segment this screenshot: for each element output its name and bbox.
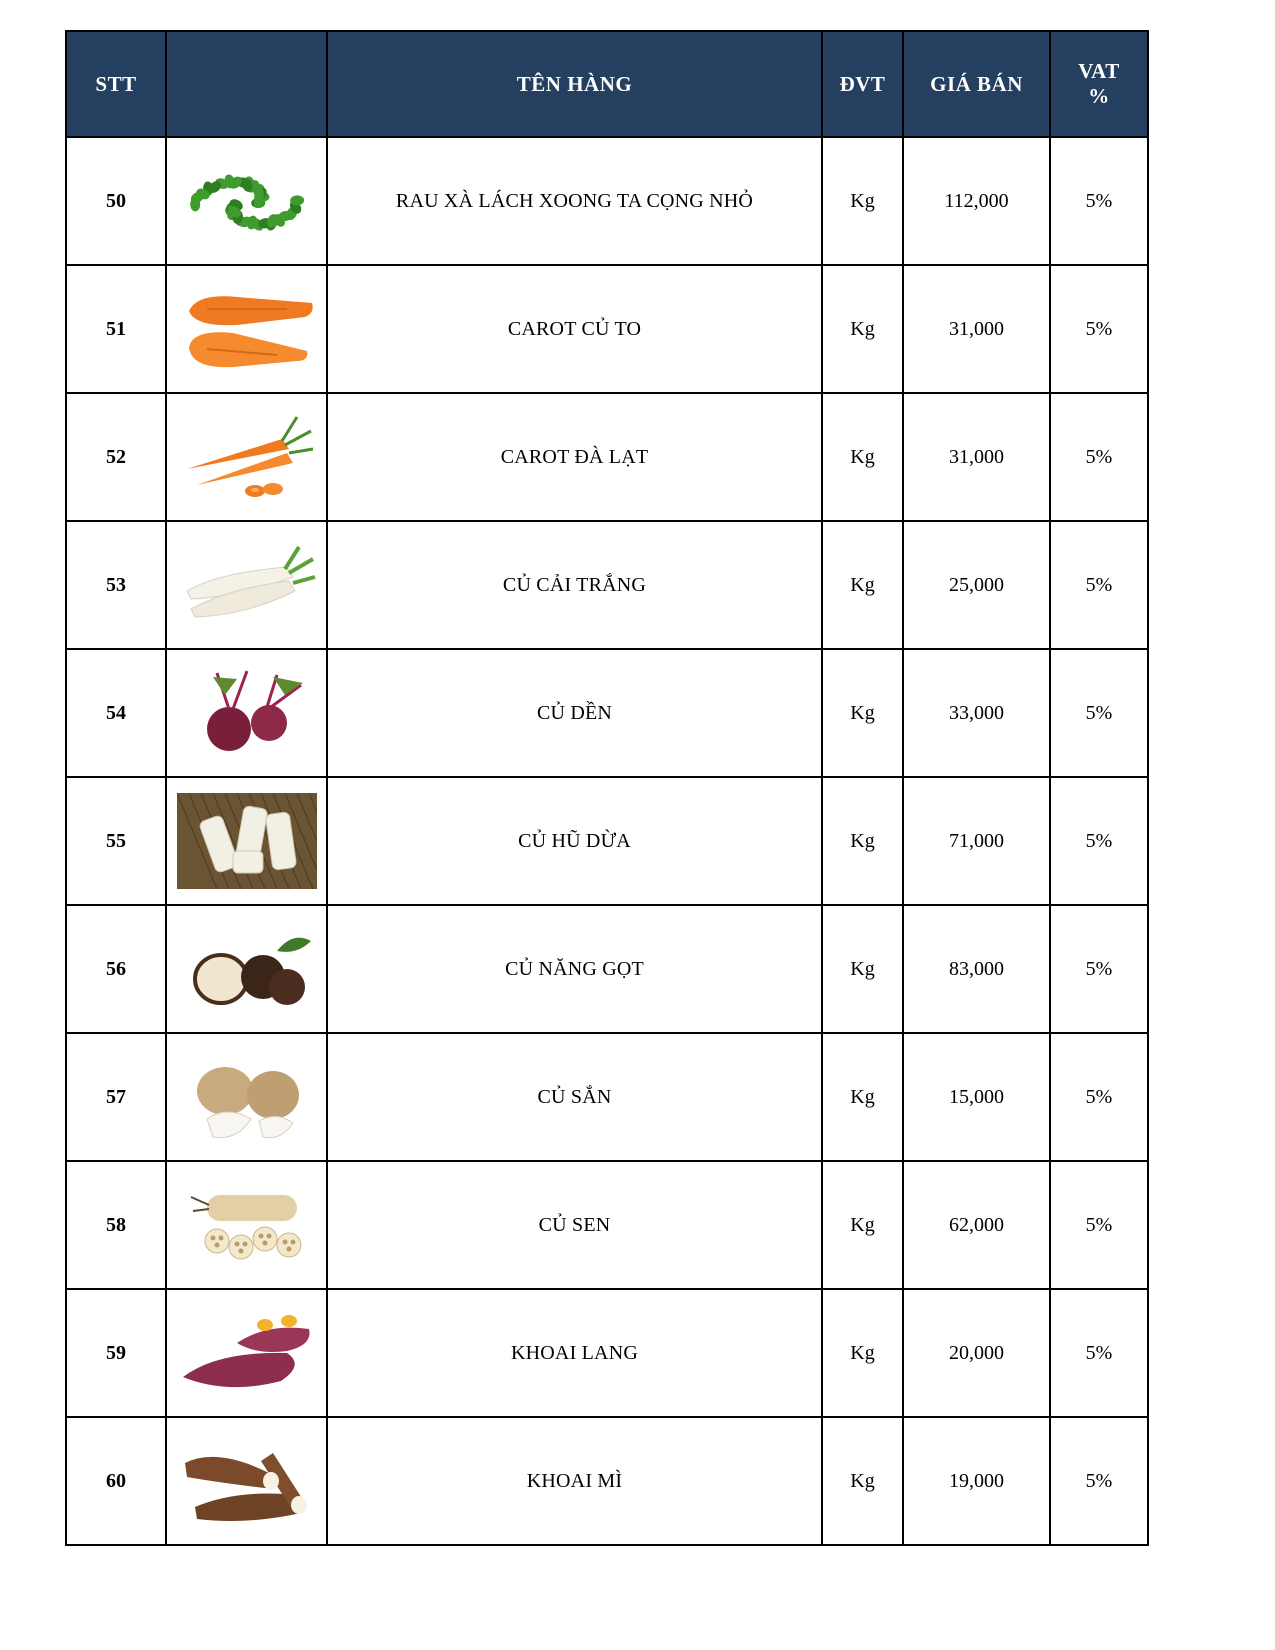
row-unit: Kg bbox=[822, 521, 903, 649]
row-image-cell bbox=[166, 1161, 327, 1289]
row-vat: 5% bbox=[1050, 1289, 1148, 1417]
header-name: TÊN HÀNG bbox=[327, 31, 822, 137]
row-image-cell bbox=[166, 1033, 327, 1161]
row-unit: Kg bbox=[822, 137, 903, 265]
header-vat bbox=[1050, 31, 1148, 137]
header-price: GIÁ BÁN bbox=[903, 31, 1050, 137]
header-image bbox=[166, 31, 327, 137]
palm-heart-image bbox=[167, 793, 326, 889]
row-vat: 5% bbox=[1050, 649, 1148, 777]
table-header-row bbox=[66, 31, 1148, 137]
table-row bbox=[66, 521, 1148, 649]
row-price: 25,000 bbox=[903, 521, 1050, 649]
table-row bbox=[66, 1033, 1148, 1161]
row-stt: 57 bbox=[66, 1033, 166, 1161]
row-name: KHOAI MÌ bbox=[327, 1417, 822, 1545]
price-table bbox=[65, 30, 1149, 1546]
row-image-cell bbox=[166, 393, 327, 521]
table-row bbox=[66, 777, 1148, 905]
row-name: CỦ SẮN bbox=[327, 1033, 822, 1161]
table-row bbox=[66, 393, 1148, 521]
header-stt: STT bbox=[66, 31, 166, 137]
row-stt: 51 bbox=[66, 265, 166, 393]
water-chestnut-image bbox=[167, 921, 326, 1017]
row-vat: 5% bbox=[1050, 905, 1148, 1033]
row-name: RAU XÀ LÁCH XOONG TA CỌNG NHỎ bbox=[327, 137, 822, 265]
row-vat: 5% bbox=[1050, 1417, 1148, 1545]
row-stt: 59 bbox=[66, 1289, 166, 1417]
row-name: KHOAI LANG bbox=[327, 1289, 822, 1417]
header-vat-line2: % bbox=[1088, 84, 1110, 108]
carrot-dalat-image bbox=[167, 409, 326, 505]
row-vat: 5% bbox=[1050, 1161, 1148, 1289]
row-price: 15,000 bbox=[903, 1033, 1050, 1161]
white-radish-image bbox=[167, 537, 326, 633]
row-price: 83,000 bbox=[903, 905, 1050, 1033]
row-unit: Kg bbox=[822, 265, 903, 393]
row-price: 33,000 bbox=[903, 649, 1050, 777]
row-price: 20,000 bbox=[903, 1289, 1050, 1417]
row-image-cell bbox=[166, 1289, 327, 1417]
jicama-image bbox=[167, 1049, 326, 1145]
table-row bbox=[66, 905, 1148, 1033]
row-name: CAROT ĐÀ LẠT bbox=[327, 393, 822, 521]
row-unit: Kg bbox=[822, 905, 903, 1033]
row-unit: Kg bbox=[822, 1289, 903, 1417]
row-unit: Kg bbox=[822, 1161, 903, 1289]
row-name: CỦ DỀN bbox=[327, 649, 822, 777]
row-price: 71,000 bbox=[903, 777, 1050, 905]
row-image-cell bbox=[166, 265, 327, 393]
header-unit: ĐVT bbox=[822, 31, 903, 137]
lotus-root-image bbox=[167, 1177, 326, 1273]
row-image-cell bbox=[166, 1417, 327, 1545]
table-row bbox=[66, 137, 1148, 265]
row-name: CỦ HŨ DỪA bbox=[327, 777, 822, 905]
table-row bbox=[66, 1161, 1148, 1289]
carrot-large-image bbox=[167, 281, 326, 377]
row-stt: 58 bbox=[66, 1161, 166, 1289]
row-name: CỦ NĂNG GỌT bbox=[327, 905, 822, 1033]
row-stt: 60 bbox=[66, 1417, 166, 1545]
row-image-cell bbox=[166, 521, 327, 649]
cassava-image bbox=[167, 1433, 326, 1529]
table-row bbox=[66, 1417, 1148, 1545]
row-price: 112,000 bbox=[903, 137, 1050, 265]
row-price: 62,000 bbox=[903, 1161, 1050, 1289]
row-vat: 5% bbox=[1050, 265, 1148, 393]
row-price: 31,000 bbox=[903, 265, 1050, 393]
header-vat-line1: VAT bbox=[1078, 59, 1120, 83]
row-unit: Kg bbox=[822, 393, 903, 521]
row-stt: 56 bbox=[66, 905, 166, 1033]
row-stt: 55 bbox=[66, 777, 166, 905]
row-price: 19,000 bbox=[903, 1417, 1050, 1545]
row-unit: Kg bbox=[822, 649, 903, 777]
row-stt: 52 bbox=[66, 393, 166, 521]
watercress-image bbox=[167, 153, 326, 249]
table-row bbox=[66, 649, 1148, 777]
table-row bbox=[66, 1289, 1148, 1417]
row-price: 31,000 bbox=[903, 393, 1050, 521]
row-vat: 5% bbox=[1050, 777, 1148, 905]
row-vat: 5% bbox=[1050, 137, 1148, 265]
row-vat: 5% bbox=[1050, 1033, 1148, 1161]
row-stt: 50 bbox=[66, 137, 166, 265]
row-name: CỦ SEN bbox=[327, 1161, 822, 1289]
beetroot-image bbox=[167, 665, 326, 761]
sweet-potato-image bbox=[167, 1305, 326, 1401]
row-image-cell bbox=[166, 137, 327, 265]
row-stt: 54 bbox=[66, 649, 166, 777]
row-stt: 53 bbox=[66, 521, 166, 649]
row-vat: 5% bbox=[1050, 393, 1148, 521]
row-name: CAROT CỦ TO bbox=[327, 265, 822, 393]
row-unit: Kg bbox=[822, 777, 903, 905]
row-unit: Kg bbox=[822, 1033, 903, 1161]
table-row bbox=[66, 265, 1148, 393]
row-name: CỦ CẢI TRẮNG bbox=[327, 521, 822, 649]
row-image-cell bbox=[166, 777, 327, 905]
row-unit: Kg bbox=[822, 1417, 903, 1545]
row-image-cell bbox=[166, 905, 327, 1033]
row-image-cell bbox=[166, 649, 327, 777]
row-vat: 5% bbox=[1050, 521, 1148, 649]
